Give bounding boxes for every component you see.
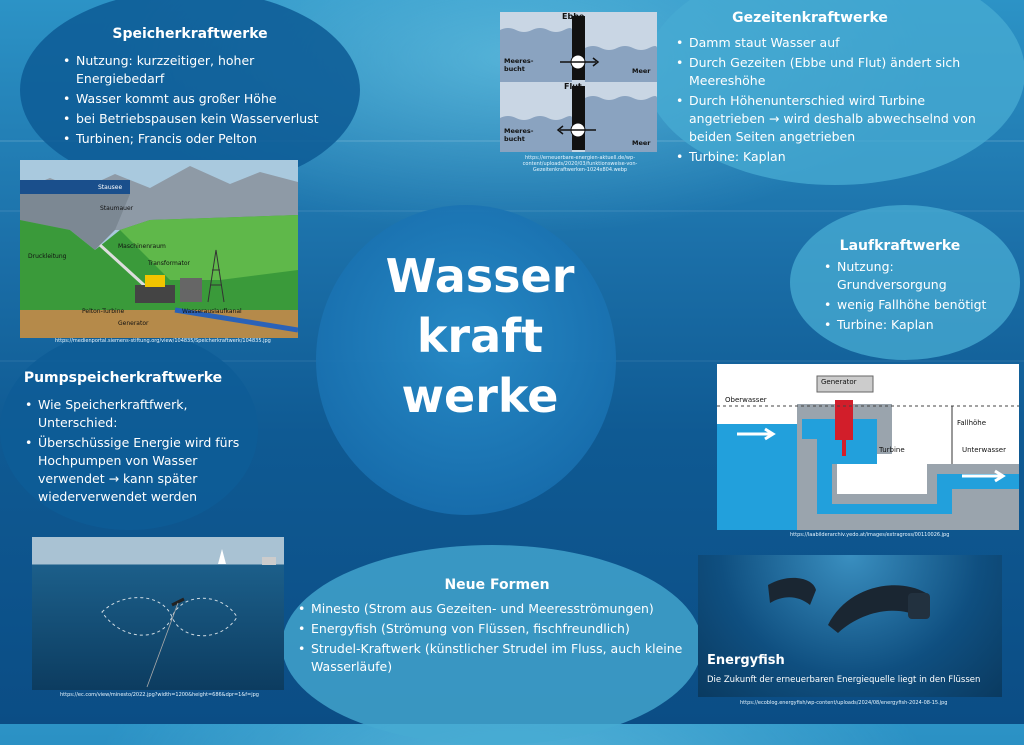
tidal-diagram	[500, 12, 657, 152]
run-label-generator: Generator	[821, 378, 857, 386]
energyfish-caption: https://ecoblog.energyfish/wp-content/uploads/2024/08/energyfish-2024-08-15.jpg	[740, 700, 948, 706]
title-line-1: Wasser	[385, 249, 575, 303]
gezeiten-title: Gezeitenkraftwerke	[732, 10, 888, 26]
tidal-label-meer-2: Meer	[632, 139, 651, 147]
neue-list	[295, 600, 690, 678]
tidal-label-bucht: Meeres- bucht	[504, 57, 534, 73]
pump-title: Pumpspeicherkraftwerke	[23, 370, 223, 386]
gezeiten-item: • Damm staut Wasser auf	[673, 34, 978, 52]
dam-label-pelton: Pelton-Turbine	[82, 308, 125, 315]
speicher-list	[60, 52, 330, 150]
lauf-title: Laufkraftwerke	[839, 238, 961, 254]
speicher-item: • Wasser kommt aus großer Höhe	[60, 90, 330, 108]
run-label-fallhoehe: Fallhöhe	[957, 419, 987, 427]
pump-list	[22, 396, 247, 508]
tidal-label-bucht-2: Meeres- bucht	[504, 127, 534, 143]
tidal-label-ebbe: Ebbe	[562, 12, 585, 21]
dam-label-staumauer: Staumauer	[100, 205, 134, 212]
minesto-caption: https://ec.com/view/minesto/2022.jpg?width=1200&height=686&dpr=1&f=jpg	[60, 692, 259, 698]
speicher-item: • bei Betriebspausen kein Wasserverlust	[60, 110, 330, 128]
dam-label-transformator: Transformator	[148, 260, 191, 267]
gezeiten-list	[673, 34, 978, 168]
run-label-oberwasser: Oberwasser	[725, 396, 767, 404]
speicher-item: • Nutzung: kurzzeitiger, hoher Energiebedarf	[60, 52, 330, 88]
neue-title: Neue Formen	[444, 577, 550, 593]
gezeiten-item: • Durch Höhenunterschied wird Turbine angetrieben → wird deshalb abwechselnd von beiden Seiten angetrieben	[673, 92, 978, 146]
dam-label-ablauf: Wasserauslaufkanal	[182, 308, 242, 315]
energyfish-image	[698, 555, 1002, 697]
run-diagram	[717, 364, 1019, 530]
neue-item: • Strudel-Kraftwerk (künstlicher Strudel im Fluss, auch kleine Wasserläufe)	[295, 640, 690, 676]
lauf-item: • wenig Fallhöhe benötigt	[821, 296, 1001, 314]
speicher-title: Speicherkraftwerke	[112, 26, 268, 42]
dam-label-druckleitung: Druckleitung	[28, 253, 67, 260]
speicher-item: • Turbinen; Francis oder Pelton	[60, 130, 330, 148]
title-line-2: kraft	[416, 309, 544, 363]
page-title	[330, 246, 630, 426]
gezeiten-item: • Durch Gezeiten (Ebbe und Flut) ändert sich Meereshöhe	[673, 54, 978, 90]
energyfish-subtitle: Die Zukunft der erneuerbaren Energiequelle liegt in den Flüssen	[707, 675, 981, 685]
lauf-item: • Nutzung: Grundversorgung	[821, 258, 1001, 294]
neue-item: • Energyfish (Strömung von Flüssen, fischfreundlich)	[295, 620, 690, 638]
pump-item: • Überschüssige Energie wird fürs Hochpumpen von Wasser verwendet → kann später wiederverwendet werden	[22, 434, 247, 506]
run-label-unterwasser: Unterwasser	[962, 446, 1006, 454]
dam-label-generator: Generator	[118, 320, 149, 327]
neue-item: • Minesto (Strom aus Gezeiten- und Meeresströmungen)	[295, 600, 690, 618]
dam-label-stausee: Stausee	[98, 184, 123, 191]
run-caption: https://laabilderarchiv.yedo.at/images/extragross/00110026.jpg	[790, 532, 950, 538]
run-label-turbine: Turbine	[879, 446, 905, 454]
tidal-caption: https://erneuerbare-energien-aktuell.de/wp-content/uploads/2020/03/funktionsweise-von-Gezeitenkraftwerken-1024x804.webp	[522, 155, 638, 173]
tidal-label-meer: Meer	[632, 67, 651, 75]
lauf-item: • Turbine: Kaplan	[821, 316, 1001, 334]
dam-label-maschinenraum: Maschinenraum	[118, 243, 166, 250]
tidal-label-flut: Flut	[564, 82, 582, 91]
dam-diagram	[20, 160, 298, 338]
gezeiten-item: • Turbine: Kaplan	[673, 148, 978, 166]
dam-caption: https://medienportal.siemens-stiftung.org/view/104835/Speicherkraftwerk/104835.jpg	[55, 338, 271, 344]
lauf-list	[821, 258, 1001, 336]
pump-item: • Wie Speicherkraftfwerk, Unterschied:	[22, 396, 247, 432]
energyfish-title: Energyfish	[707, 653, 785, 668]
minesto-image	[32, 537, 284, 690]
title-line-3: werke	[401, 369, 559, 423]
